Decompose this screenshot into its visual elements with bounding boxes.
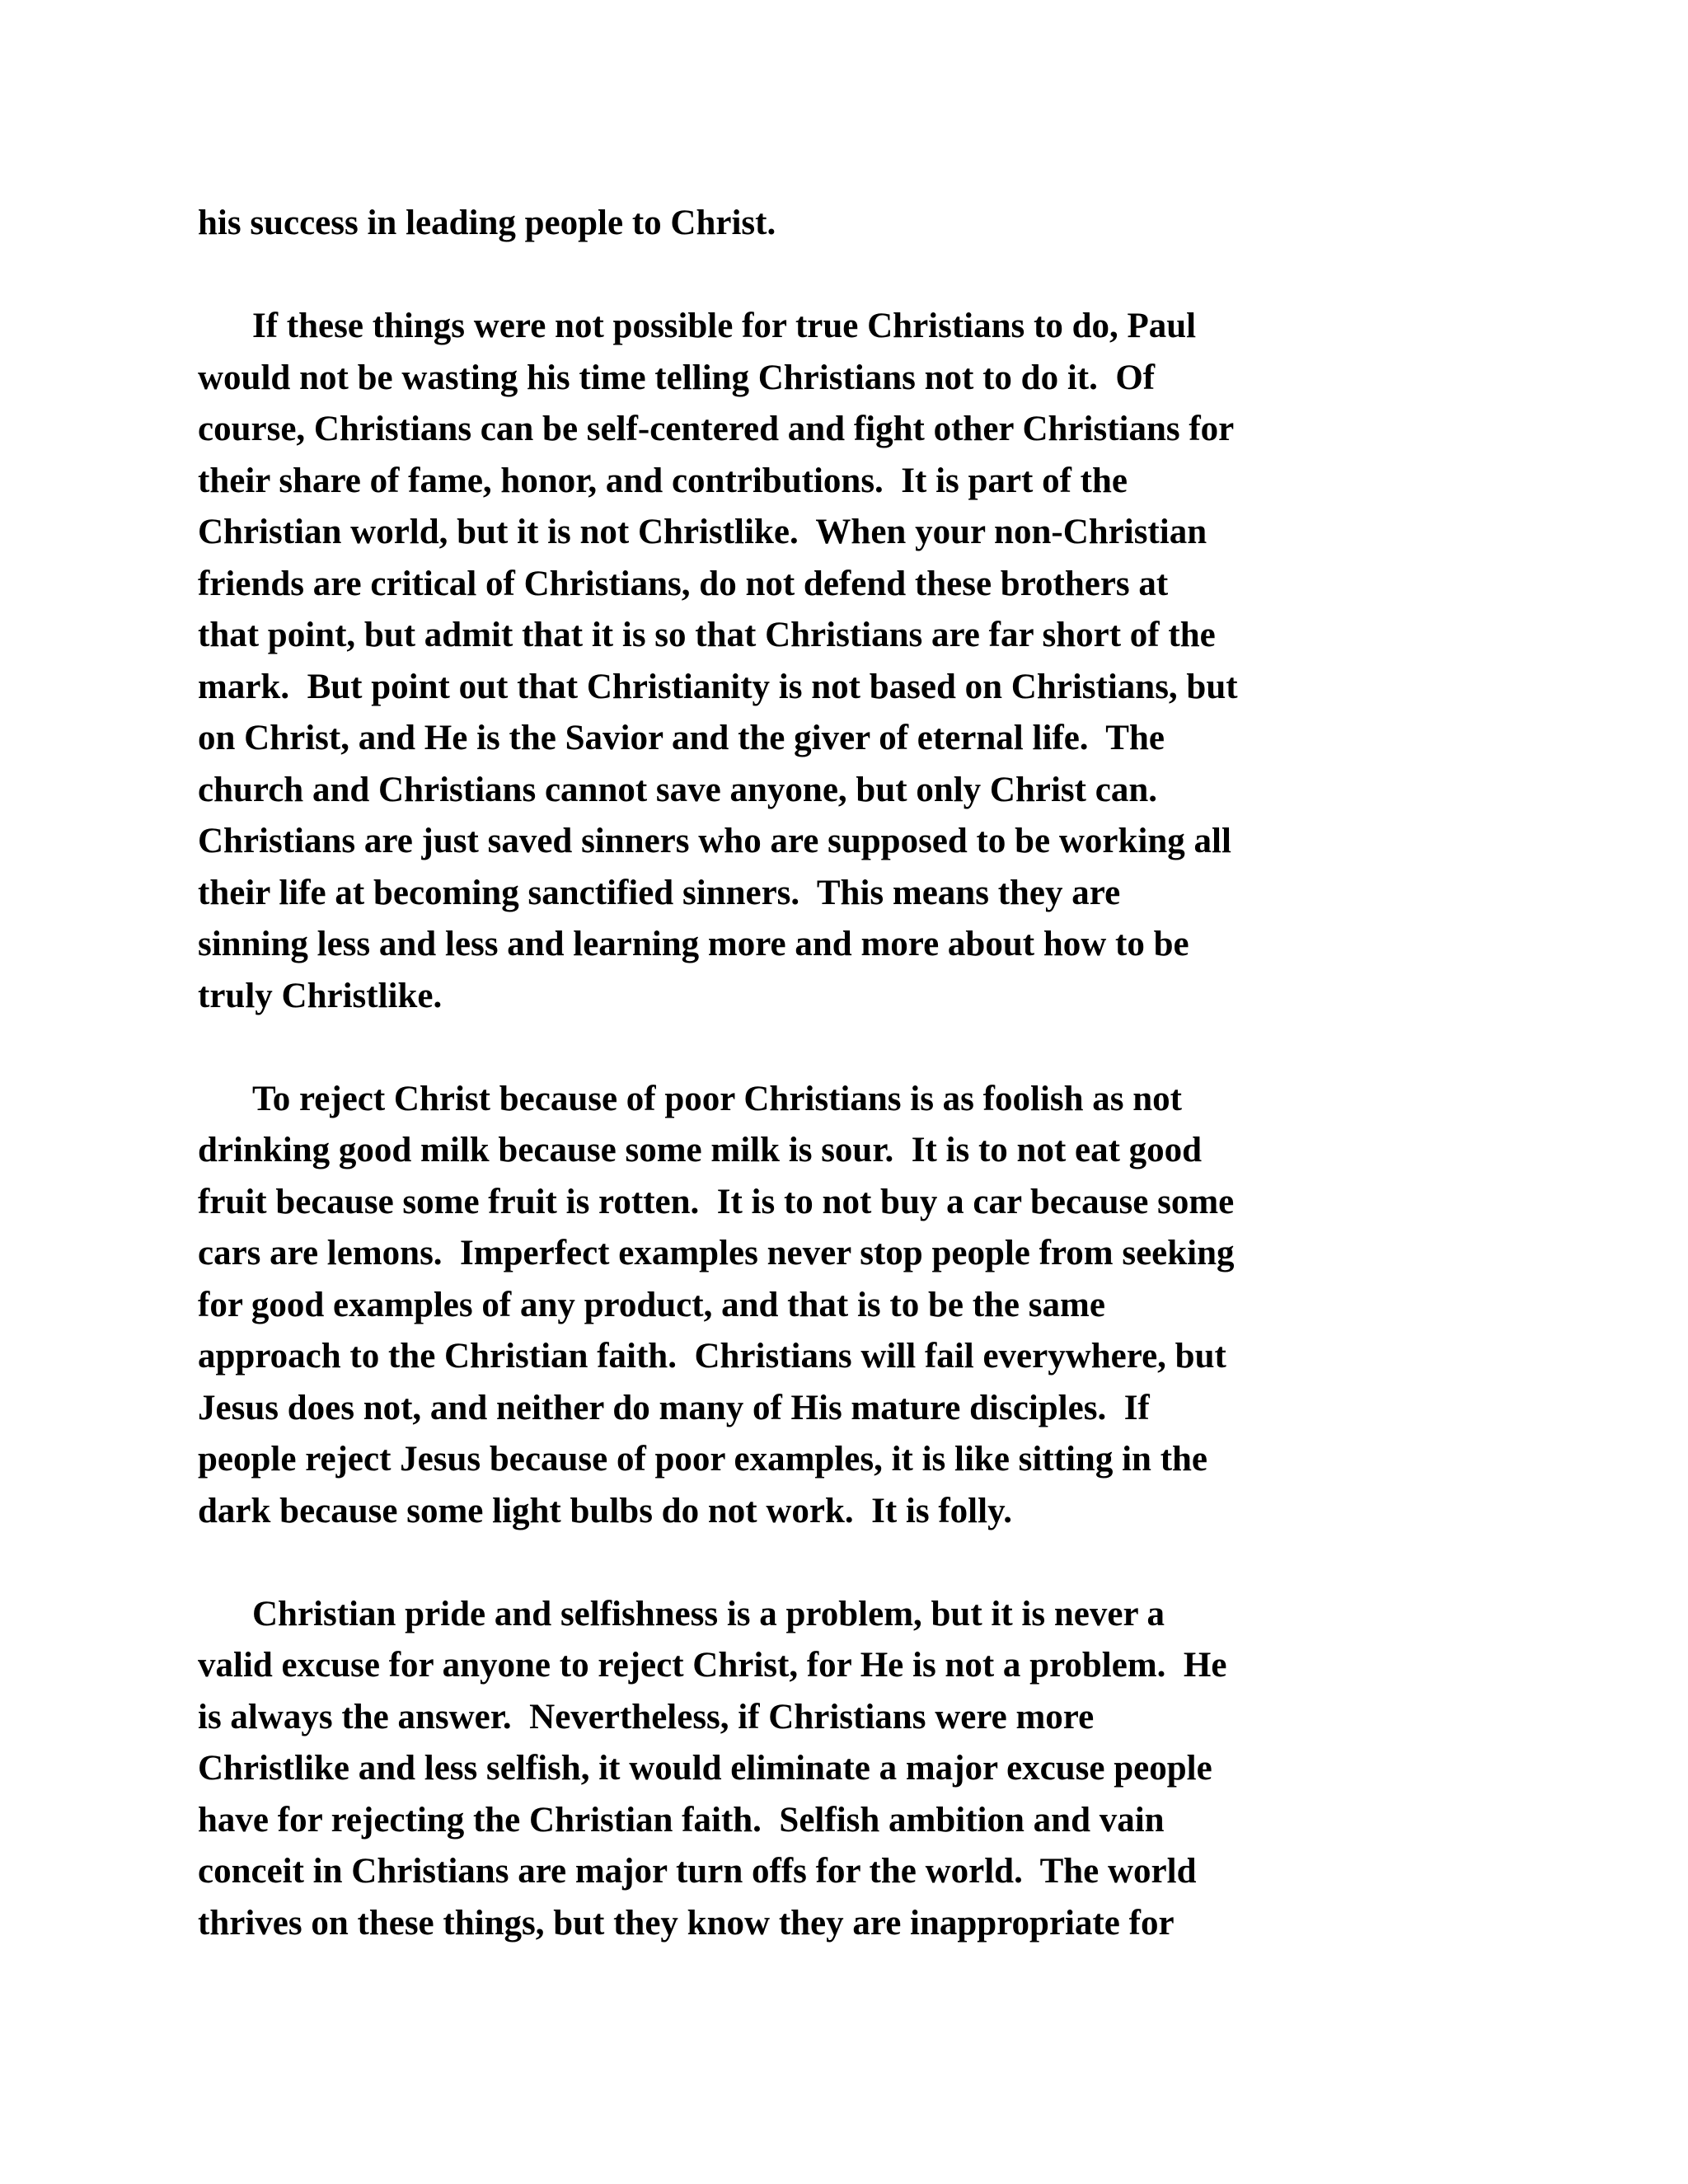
paragraph-4	[198, 1589, 1508, 1950]
text-line: church and Christians cannot save anyone, but only Christ can.	[198, 770, 1157, 809]
text-line: for good examples of any product, and that is to be the same	[198, 1285, 1105, 1324]
text-line: mark. But point out that Christianity is not based on Christians, but	[198, 667, 1238, 706]
text-line: Christian pride and selfishness is a problem, but it is never a	[252, 1594, 1165, 1633]
text-line: dark because some light bulbs do not work. It is folly.	[198, 1491, 1012, 1530]
paragraph-spacer	[198, 250, 1508, 302]
text-line: Jesus does not, and neither do many of His mature disciples. If	[198, 1388, 1150, 1427]
text-line: is always the answer. Nevertheless, if Christians were more	[198, 1697, 1095, 1736]
text-line: drinking good milk because some milk is sour. It is to not eat good	[198, 1131, 1203, 1169]
text-line: Christlike and less selfish, it would eliminate a major excuse people	[198, 1749, 1212, 1788]
paragraph-1	[198, 198, 1508, 250]
text-line: sinning less and less and learning more and more about how to be	[198, 925, 1189, 963]
text-line: have for rejecting the Christian faith. Selfish ambition and vain	[198, 1800, 1165, 1840]
text-line: Christian world, but it is not Christlike. When your non-Christian	[198, 513, 1207, 551]
text-line: on Christ, and He is the Savior and the giver of eternal life. The	[198, 719, 1165, 757]
text-line: course, Christians can be self-centered and fight other Christians for	[198, 410, 1235, 448]
text-line: his success in leading people to Christ.	[198, 204, 776, 242]
text-line: friends are critical of Christians, do not defend these brothers at	[198, 564, 1169, 603]
text-line: their share of fame, honor, and contributions. It is part of the	[198, 461, 1128, 500]
text-line: thrives on these things, but they know they are inappropriate for	[198, 1903, 1175, 1943]
paragraph-2	[198, 301, 1508, 1022]
paragraph-spacer	[198, 1537, 1508, 1589]
text-line: valid excuse for anyone to reject Christ, for He is not a problem. He	[198, 1646, 1227, 1685]
text-line: people reject Jesus because of poor examples, it is like sitting in the	[198, 1440, 1208, 1479]
paragraph-spacer	[198, 1022, 1508, 1074]
body-text	[198, 198, 1508, 1949]
text-line: conceit in Christians are major turn offs for the world. The world	[198, 1852, 1197, 1891]
text-line: approach to the Christian faith. Christians will fail everywhere, but	[198, 1337, 1226, 1376]
paragraph-3	[198, 1074, 1508, 1538]
text-line: cars are lemons. Imperfect examples never stop people from seeking	[198, 1234, 1235, 1272]
text-line: Christians are just saved sinners who are supposed to be working all	[198, 822, 1231, 860]
text-line: truly Christlike.	[198, 976, 443, 1015]
text-line: If these things were not possible for true Christians to do, Paul	[252, 307, 1197, 345]
text-line: fruit because some fruit is rotten. It is to not buy a car because some	[198, 1182, 1235, 1221]
text-line: would not be wasting his time telling Christians not to do it. Of	[198, 358, 1156, 397]
text-line: To reject Christ because of poor Christians is as foolish as not	[252, 1079, 1182, 1118]
text-line: their life at becoming sanctified sinners. This means they are	[198, 873, 1121, 912]
text-line: that point, but admit that it is so that Christians are far short of the	[198, 616, 1216, 654]
